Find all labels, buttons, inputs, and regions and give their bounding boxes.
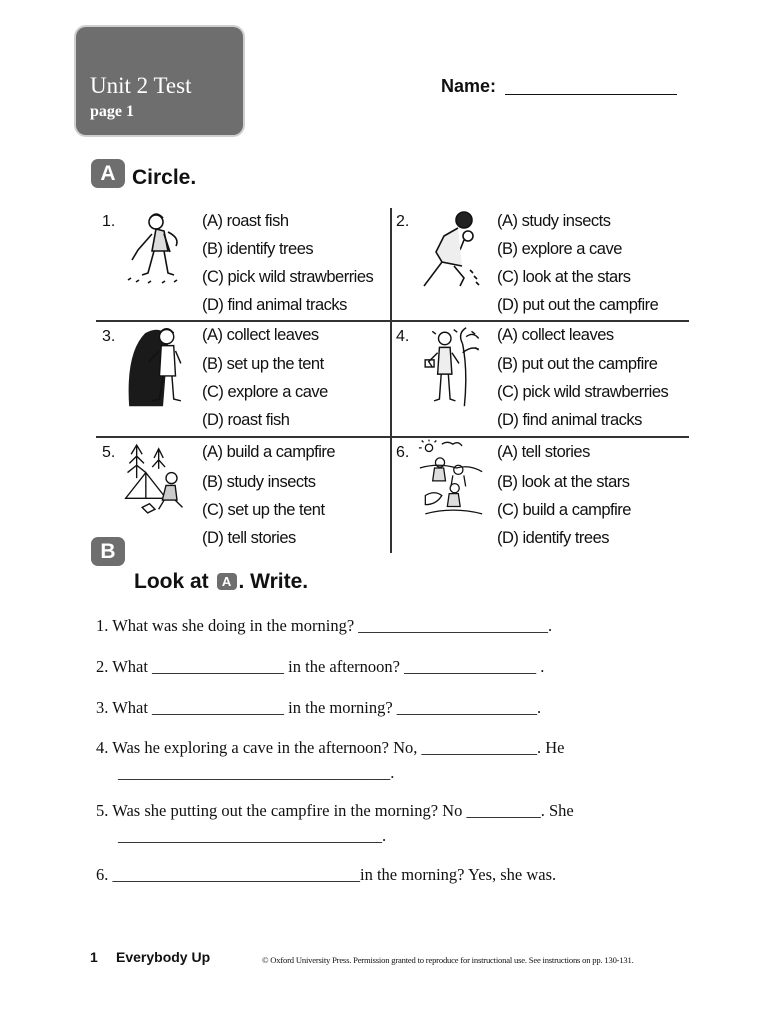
section-b-heading-post: . Write. xyxy=(238,570,309,593)
q4-option-d[interactable]: (D) find animal tracks xyxy=(497,411,642,429)
q6-option-c[interactable]: (C) build a campfire xyxy=(497,501,631,519)
q6-option-b[interactable]: (B) look at the stars xyxy=(497,473,630,491)
grid-horizontal-divider-1 xyxy=(96,320,689,322)
grid-vertical-divider xyxy=(390,208,392,553)
footer-copyright: © Oxford University Press. Permission granted to reproduce for instructional use. See instructions on pp. 130-131. xyxy=(262,955,634,965)
question-number-4: 4. xyxy=(396,328,410,345)
write-item-6[interactable]: 6. ______________________________in the morning? Yes, she was. xyxy=(96,865,557,884)
q2-option-a[interactable]: (A) study insects xyxy=(497,212,611,230)
girl-bending-icon xyxy=(122,210,188,292)
write-item-3[interactable]: 3. What ________________ in the morning? _________________. xyxy=(96,698,542,717)
q6-option-d[interactable]: (D) identify trees xyxy=(497,529,610,547)
girl-in-cave-icon xyxy=(122,326,188,408)
section-b-heading-badge: A xyxy=(217,573,237,590)
unit-title: Unit 2 Test xyxy=(90,73,192,98)
q5-option-a[interactable]: (A) build a campfire xyxy=(202,443,336,461)
section-b-badge: B xyxy=(91,537,125,566)
section-b-heading-pre: Look at xyxy=(134,570,209,593)
kids-campfire-icon xyxy=(418,438,484,520)
page-subtitle: page 1 xyxy=(90,103,134,120)
write-item-5-continuation[interactable]: ________________________________. xyxy=(118,826,387,845)
q5-option-b[interactable]: (B) study insects xyxy=(202,473,316,491)
q2-option-c[interactable]: (C) look at the stars xyxy=(497,268,631,286)
write-item-4[interactable]: 4. Was he exploring a cave in the afternoon? No, ______________. He xyxy=(96,738,565,757)
write-item-4-continuation[interactable]: _________________________________. xyxy=(118,763,395,782)
q3-option-d[interactable]: (D) roast fish xyxy=(202,411,290,429)
question-number-2: 2. xyxy=(396,213,410,230)
question-number-3: 3. xyxy=(102,328,116,345)
q1-option-d[interactable]: (D) find animal tracks xyxy=(202,296,347,314)
write-item-2[interactable]: 2. What ________________ in the afternoon? ________________ . xyxy=(96,657,545,676)
q5-option-d[interactable]: (D) tell stories xyxy=(202,529,296,547)
q1-option-a[interactable]: (A) roast fish xyxy=(202,212,289,230)
write-item-5[interactable]: 5. Was she putting out the campfire in the morning? No _________. She xyxy=(96,801,574,820)
question-number-6: 6. xyxy=(396,444,410,461)
q3-option-a[interactable]: (A) collect leaves xyxy=(202,326,319,344)
q6-option-a[interactable]: (A) tell stories xyxy=(497,443,590,461)
boy-collecting-leaves-icon xyxy=(418,326,484,408)
footer-brand: Everybody Up xyxy=(116,949,211,965)
boy-magnifying-glass-icon xyxy=(418,208,484,290)
section-a-heading: Circle. xyxy=(132,166,197,189)
section-a-badge: A xyxy=(91,159,125,188)
q4-option-c[interactable]: (C) pick wild strawberries xyxy=(497,383,669,401)
question-number-5: 5. xyxy=(102,444,116,461)
q5-option-c[interactable]: (C) set up the tent xyxy=(202,501,325,519)
q4-option-b[interactable]: (B) put out the campfire xyxy=(497,355,658,373)
q3-option-b[interactable]: (B) set up the tent xyxy=(202,355,324,373)
name-write-line[interactable] xyxy=(505,94,677,95)
name-label: Name: xyxy=(441,76,497,96)
q2-option-d[interactable]: (D) put out the campfire xyxy=(497,296,659,314)
q4-option-a[interactable]: (A) collect leaves xyxy=(497,326,614,344)
question-number-1: 1. xyxy=(102,213,116,230)
section-b-heading xyxy=(134,570,308,594)
unit-title-box xyxy=(76,27,243,135)
girl-tent-icon xyxy=(122,438,188,520)
write-item-1[interactable]: 1. What was she doing in the morning? _______________________. xyxy=(96,616,553,635)
q2-option-b[interactable]: (B) explore a cave xyxy=(497,240,622,258)
footer-page-number: 1 xyxy=(90,949,98,965)
q3-option-c[interactable]: (C) explore a cave xyxy=(202,383,328,401)
q1-option-b[interactable]: (B) identify trees xyxy=(202,240,314,258)
q1-option-c[interactable]: (C) pick wild strawberries xyxy=(202,268,374,286)
